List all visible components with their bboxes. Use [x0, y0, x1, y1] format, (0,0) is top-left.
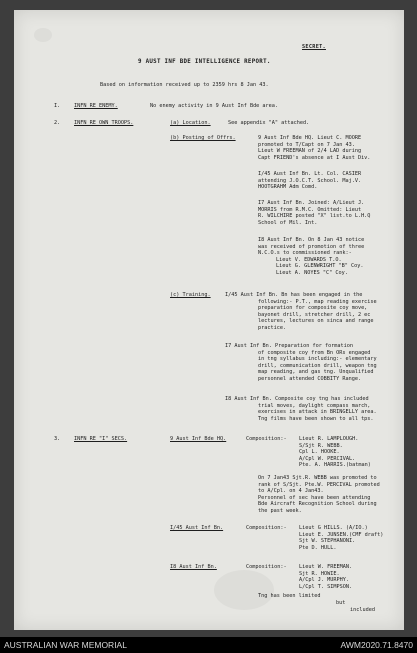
section-1-number: I. — [54, 103, 61, 109]
composition-label: Composition:- — [246, 436, 287, 442]
section-3-heading: INFN RE "I" SECS. — [74, 436, 128, 442]
posting-label: (b) Posting of Offrs. — [170, 135, 236, 141]
composition-list-bde-hq: Lieut R. LAMPLOUGH. S/Sjt R. WEBB. Cpl L. HOOKE. A/Cpl W. PERCIVAL. Pte. A. HARRIS.(batman) — [299, 436, 371, 469]
training-para-1: I/45 Aust Inf Bn. Bn has been engaged in the following:- P.T., map reading exercise preparation for composite coy move, bayonet drill, stretcher drill, 2 ec lectures, lectures on sinca and range practice. — [225, 292, 377, 331]
archive-footer — [0, 637, 417, 653]
posting-para-3: I7 Aust Inf Bn. Joined: A/Lieut J. MORRIS from R.M.C. Omitted: Lieut R. WILCHIRE posted "X" list.to L.H.Q School of Mil. Int. — [258, 200, 371, 226]
section-2-heading: INFN RE OWN TROOPS. — [74, 120, 134, 126]
report-title: 9 AUST INF BDE INTELLIGENCE REPORT. — [138, 59, 271, 65]
training-para-3: I8 Aust Inf Bn. Composite coy tng has included trial moves, daylight compass march, exercises in attack in BRINGELLY area. Tng films have been shown to all tps. — [225, 396, 377, 422]
18-bn-note: Tng has been limited — [258, 593, 321, 599]
section-3-number: 3. — [54, 436, 61, 442]
footer-accession-number: AWM2020.71.8470 — [340, 640, 413, 650]
paper-stain — [214, 570, 274, 610]
composition-list-1-45-bn: Lieut G HILLS. (A/IO.) Lieut E. JUNSEN.(CMF draft) Sjt W. STEPHANONI. Pte D. HULL. — [299, 525, 384, 551]
composition-label: Composition:- — [246, 564, 287, 570]
composition-list-18-bn: Lieut W. FREEMAN. Sjt R. HOWIE. A/Cpl J. MURPHY. L/Cpl T. SIMPSON. — [299, 564, 353, 590]
footer-institution: AUSTRALIAN WAR MEMORIAL — [4, 640, 127, 650]
location-label: (a) Location. — [170, 120, 211, 126]
training-para-2: I7 Aust Inf Bn. Preparation for formation of composite coy from Bn ORs engaged in tng syllabus including:- elementary drill, communication drill, weapon tng map reading, and gas tng. Unqualified personnel attended COBBITY Range. — [225, 343, 377, 382]
document-page — [14, 10, 404, 630]
unit-18-bn: I8 Aust Inf Bn. — [170, 564, 217, 570]
section-1-text: No enemy activity in 9 Aust Inf Bde area. — [150, 103, 279, 109]
posting-para-4: I8 Aust Inf Bn. On 8 Jan 43 notice was received of promotion of three N.C.O.s to commissioned rank:- Lieut V. EDWARDS T.O. Lieut G. GLENWRIGHT "B" Coy. Lieut A. NOYES "C" Coy. — [258, 237, 365, 276]
training-label: (c) Training. — [170, 292, 211, 298]
section-1-heading: INFN RE ENEMY. — [74, 103, 118, 109]
unit-1-45-bn: I/45 Aust Inf Bn. — [170, 525, 224, 531]
unit-9-bde-hq: 9 Aust Inf Bde HQ. — [170, 436, 227, 442]
paper-stain — [34, 28, 52, 42]
posting-para-1: 9 Aust Inf Bde HQ. Lieut C. MOORE promoted to T/Capt on 7 Jan 43. Lieut W FREEMAN of 2/4 LAD during Capt FRIEND's absence at I Aust Div. — [258, 135, 371, 161]
page-turn-word: but — [336, 600, 346, 606]
report-based-on: Based on information received up to 2359 hrs 8 Jan 43. — [100, 82, 269, 88]
page-turn-word: included — [350, 607, 375, 613]
section-2-number: 2. — [54, 120, 61, 126]
composition-label: Composition:- — [246, 525, 287, 531]
location-text: See appendix "A" attached. — [228, 120, 310, 126]
posting-para-2: I/45 Aust Inf Bn. Lt. Col. CASIER attending J.O.C.T. School. Maj.V. HOOTGRAHM Adm Comd. — [258, 171, 362, 191]
bde-hq-note: On 7 Jan43 Sjt.R. WEBB was promoted to rank of S/Sjt. Pte.W. PERCIVAL promoted to A/Cpl. on 4 Jan43. Personnel of sec have been attending Bde Aircraft Recognition School during the past week. — [258, 475, 380, 514]
classification-mark: SECRET. — [302, 44, 326, 50]
